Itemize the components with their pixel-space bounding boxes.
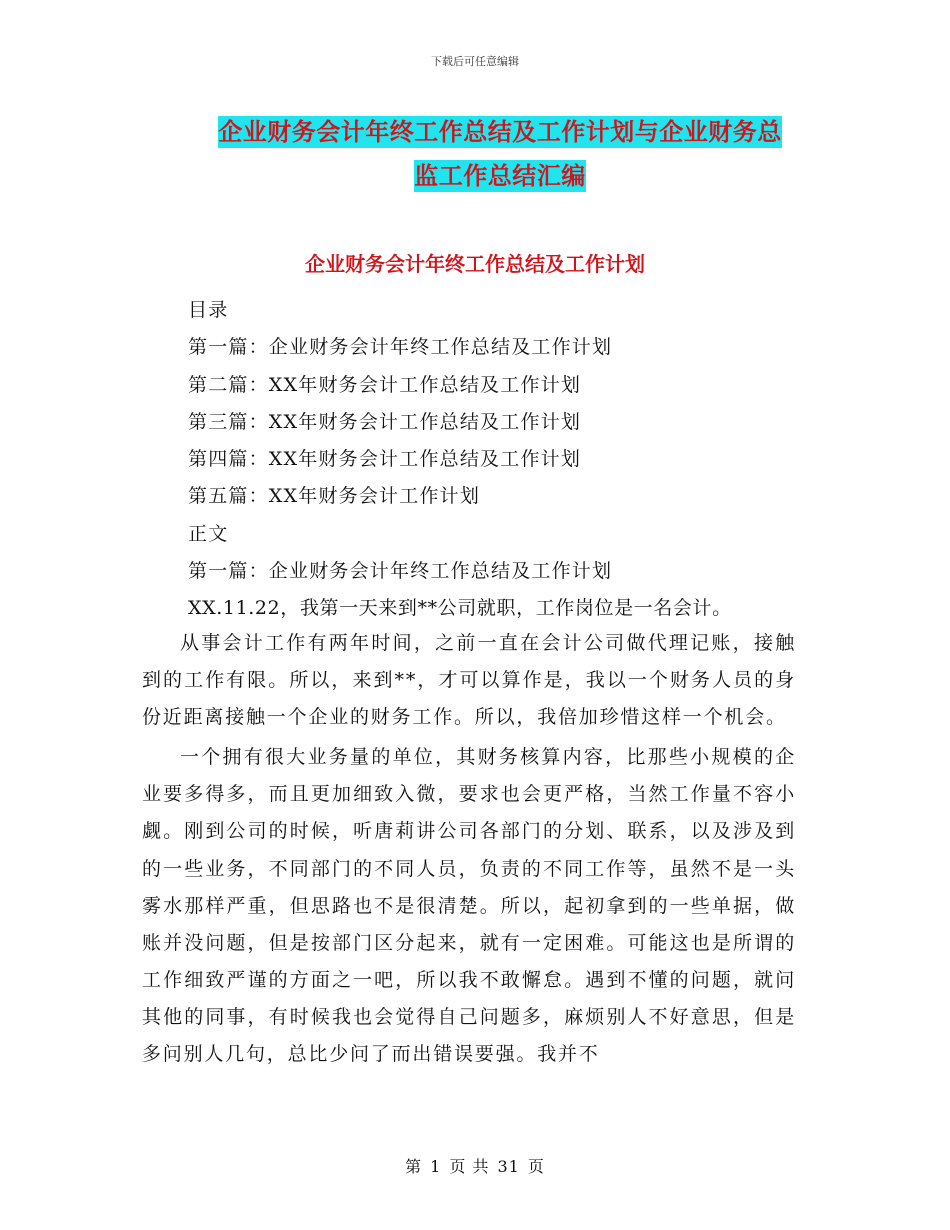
- page-total: 31: [497, 1157, 520, 1176]
- footer-middle: 页 共: [449, 1157, 490, 1176]
- document-title-line-2: 监工作总结汇编: [414, 162, 586, 190]
- chapter-heading: 第一篇：企业财务会计年终工作总结及工作计划: [188, 560, 613, 583]
- page-footer: [0, 1154, 950, 1177]
- document-title-line-1: 企业财务会计年终工作总结及工作计划与企业财务总: [218, 118, 782, 146]
- body-heading: 正文: [188, 522, 229, 545]
- footer-prefix: 第: [405, 1157, 423, 1176]
- footer-suffix: 页: [527, 1157, 545, 1176]
- opening-line: XX.11.22，我第一天来到**公司就职，工作岗位是一名会计。: [188, 597, 732, 619]
- toc-item: 第二篇：XX年财务会计工作总结及工作计划: [188, 373, 582, 396]
- section-title: 企业财务会计年终工作总结及工作计划: [305, 252, 645, 276]
- table-of-contents: [188, 292, 828, 590]
- body-text: [142, 625, 796, 1076]
- paragraph: 从事会计工作有两年时间，之前一直在会计公司做代理记账，接触到的工作有限。所以，来到**，才可以算作是，我以一个财务人员的身份近距离接触一个企业的财务工作。所以，我倍加珍惜这样一个机会。: [142, 632, 796, 729]
- document-title: [140, 110, 860, 198]
- paragraph: 一个拥有很大业务量的单位，其财务核算内容，比那些小规模的企业要多得多，而且更加细致入微，要求也会更严格，当然工作量不容小觑。刚到公司的时候，听唐莉讲公司各部门的分划、联系，以及涉及到的一些业务，不同部门的不同人员，负责的不同工作等，虽然不是一头雾水那样严重，但思路也不是很清楚。所以，起初拿到的一些单据，做账并没问题，但是按部门区分起来，就有一定困难。可能这也是所谓的工作细致严谨的方面之一吧，所以我不敢懈怠。遇到不懂的问题，就问其他的同事，有时候我也会觉得自己问题多，麻烦别人不好意思，但是多问别人几句，总比少问了而出错误要强。我并不: [142, 746, 796, 1066]
- toc-item: 第四篇：XX年财务会计工作总结及工作计划: [188, 448, 582, 471]
- toc-item: 第一篇：企业财务会计年终工作总结及工作计划: [188, 336, 613, 359]
- page-number: 1: [430, 1157, 442, 1176]
- toc-item: 第三篇：XX年财务会计工作总结及工作计划: [188, 410, 582, 433]
- header-note: 下载后可任意编辑: [431, 55, 519, 68]
- toc-item: 第五篇：XX年财务会计工作计划: [188, 485, 481, 508]
- toc-heading: 目录: [188, 299, 229, 321]
